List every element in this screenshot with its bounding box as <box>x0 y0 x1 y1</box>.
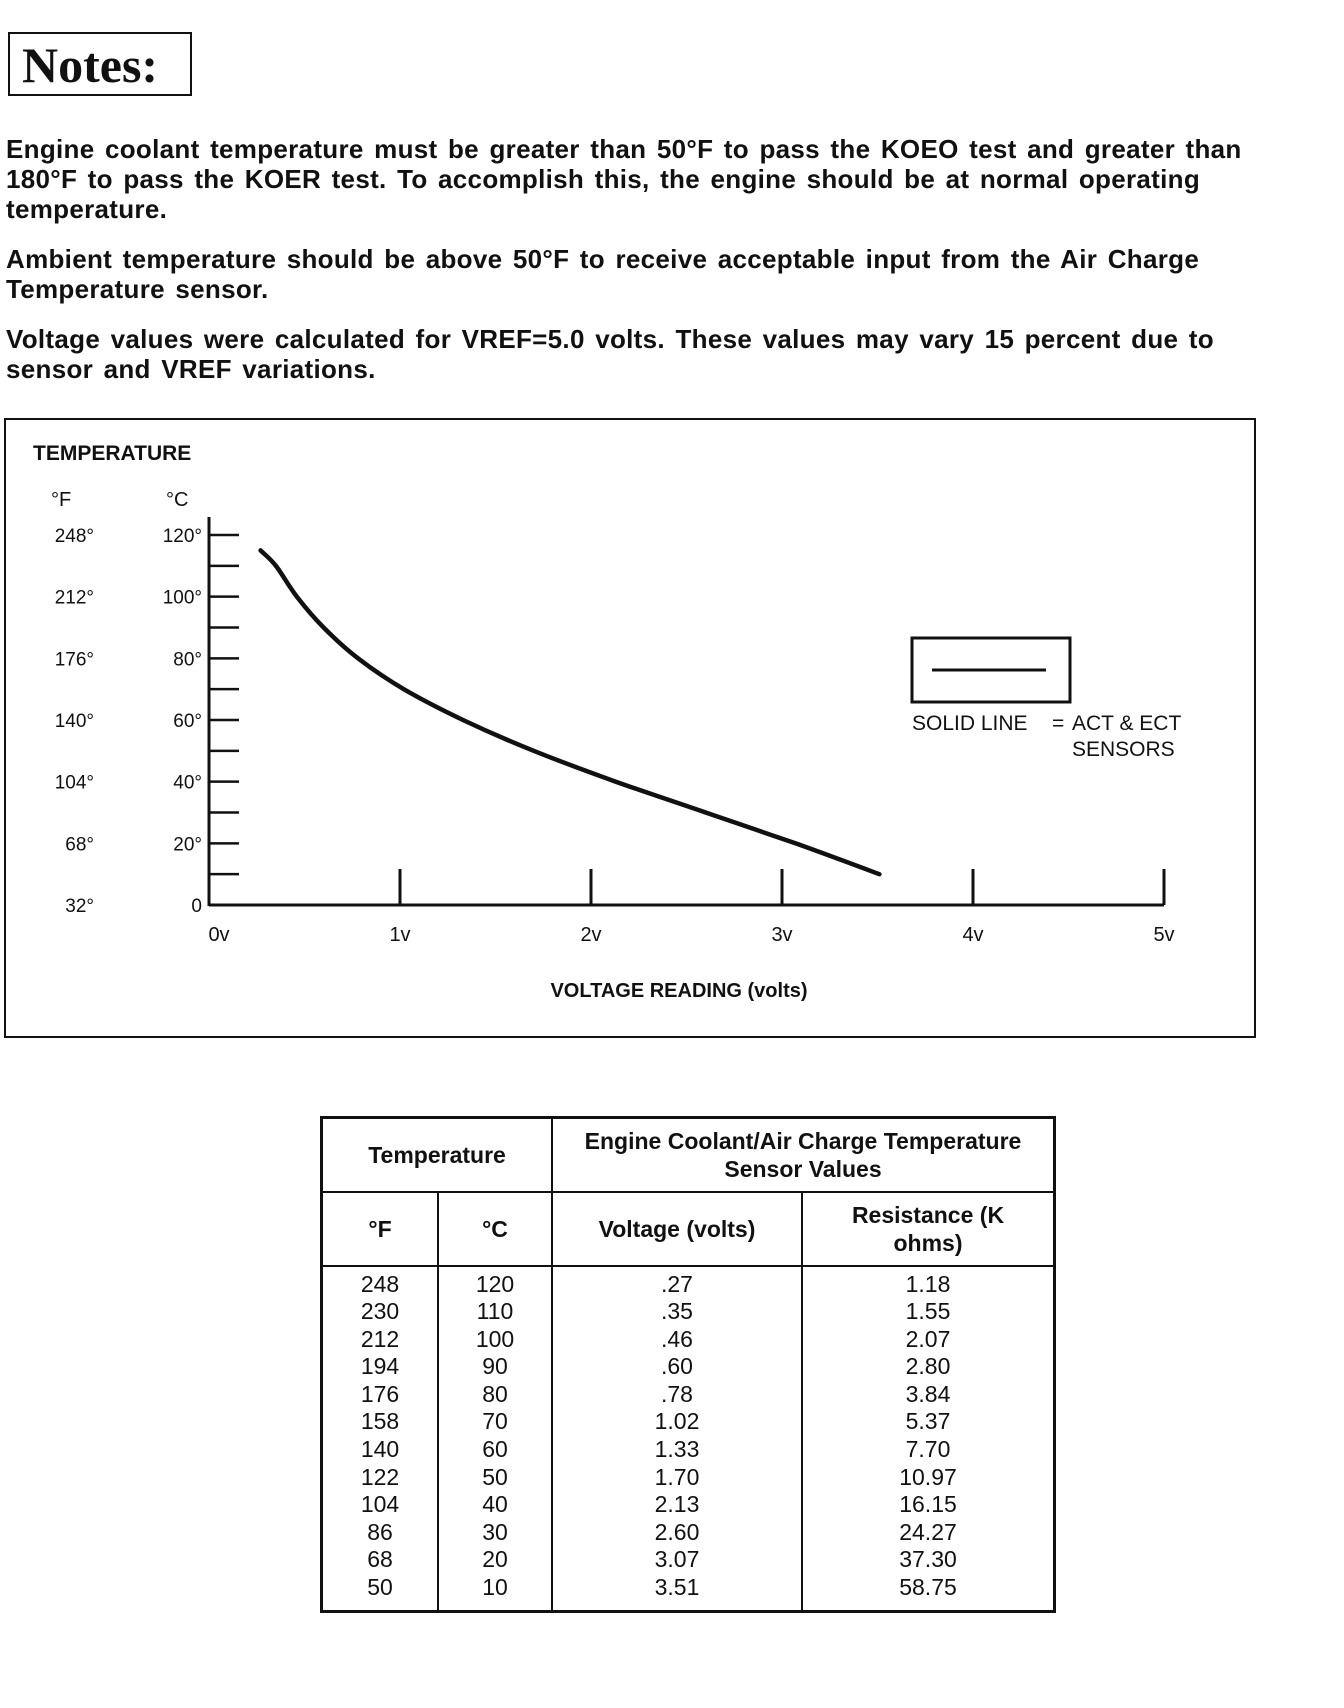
cell-fahrenheit: 158 <box>322 1408 439 1436</box>
y-tick-label-c: 120° <box>162 526 202 547</box>
table-col-celsius: °C <box>438 1192 552 1266</box>
x-tick-label: 4v <box>962 924 984 946</box>
cell-celsius: 110 <box>438 1298 552 1326</box>
chart-svg <box>6 420 1258 1040</box>
cell-celsius: 90 <box>438 1353 552 1381</box>
cell-celsius: 70 <box>438 1408 552 1436</box>
cell-voltage: .35 <box>552 1298 802 1326</box>
cell-celsius: 60 <box>438 1436 552 1464</box>
y-ticks-fahrenheit <box>55 526 94 917</box>
cell-fahrenheit: 140 <box>322 1436 439 1464</box>
cell-fahrenheit: 248 <box>322 1266 439 1299</box>
cell-celsius: 100 <box>438 1326 552 1354</box>
cell-resistance: 3.84 <box>802 1381 1055 1409</box>
y-tick-label-c: 80° <box>173 649 202 671</box>
x-axis-label: VOLTAGE READING (volts) <box>550 980 808 1002</box>
y-axis-label-c: °C <box>166 489 189 511</box>
legend-label: SOLID LINE <box>912 712 1028 735</box>
table-col-fahrenheit: °F <box>322 1192 439 1266</box>
note-paragraph-coolant: Engine coolant temperature must be greater than 50°F to pass the KOEO test and greater than 180°F to pass the KOER test. To accomplish this, the engine should be at normal operating temperature. <box>6 134 1242 224</box>
legend-equals: = <box>1052 712 1065 735</box>
x-tick-label: 2v <box>580 924 602 946</box>
cell-voltage: .78 <box>552 1381 802 1409</box>
cell-resistance: 7.70 <box>802 1436 1055 1464</box>
table-col-resistance: Resistance (K ohms) <box>802 1192 1055 1266</box>
x-tick-label: 0v <box>208 924 230 946</box>
cell-celsius: 40 <box>438 1491 552 1519</box>
cell-voltage: 3.07 <box>552 1546 802 1574</box>
cell-celsius: 10 <box>438 1574 552 1611</box>
y-tick-label-f: 212° <box>54 587 94 609</box>
legend-line2: SENSORS <box>1072 738 1175 761</box>
y-tick-label-f: 140° <box>54 711 94 732</box>
note-paragraph-ambient: Ambient temperature should be above 50°F to receive acceptable input from the Air Charge Temperature sensor. <box>6 244 1200 304</box>
cell-celsius: 50 <box>438 1464 552 1492</box>
table-row <box>322 1353 1055 1381</box>
series-line-act-ect <box>261 550 880 874</box>
note-paragraph-voltage: Voltage values were calculated for VREF=5.0 volts. These values may vary 15 percent due to sensor and VREF variations. <box>6 324 1214 384</box>
y-tick-label-f: 176° <box>54 649 94 671</box>
y-tick-label-c: 100° <box>162 587 202 609</box>
cell-fahrenheit: 122 <box>322 1464 439 1492</box>
y-ticks-celsius <box>163 526 202 917</box>
cell-resistance: 37.30 <box>802 1546 1055 1574</box>
cell-resistance: 2.80 <box>802 1353 1055 1381</box>
cell-resistance: 1.55 <box>802 1298 1055 1326</box>
table-row <box>322 1519 1055 1547</box>
cell-voltage: 2.60 <box>552 1519 802 1547</box>
cell-celsius: 120 <box>438 1266 552 1299</box>
table-row <box>322 1326 1055 1354</box>
x-tick-label: 1v <box>389 924 411 946</box>
legend-line1: ACT & ECT <box>1072 712 1182 735</box>
notes-title: Notes: <box>22 37 159 93</box>
table-row <box>322 1491 1055 1519</box>
cell-celsius: 80 <box>438 1381 552 1409</box>
cell-resistance: 10.97 <box>802 1464 1055 1492</box>
table-row <box>322 1436 1055 1464</box>
cell-celsius: 20 <box>438 1546 552 1574</box>
cell-resistance: 16.15 <box>802 1491 1055 1519</box>
temperature-voltage-chart <box>4 418 1256 1038</box>
table-row <box>322 1408 1055 1436</box>
cell-voltage: 1.70 <box>552 1464 802 1492</box>
cell-voltage: .60 <box>552 1353 802 1381</box>
cell-fahrenheit: 194 <box>322 1353 439 1381</box>
table-col-voltage: Voltage (volts) <box>552 1192 802 1266</box>
cell-voltage: .46 <box>552 1326 802 1354</box>
cell-fahrenheit: 68 <box>322 1546 439 1574</box>
table-row <box>322 1546 1055 1574</box>
cell-fahrenheit: 212 <box>322 1326 439 1354</box>
cell-fahrenheit: 176 <box>322 1381 439 1409</box>
cell-voltage: 1.33 <box>552 1436 802 1464</box>
table-header-sensor-values: Engine Coolant/Air Charge Temperature Sensor Values <box>552 1118 1055 1192</box>
chart-legend <box>912 638 1181 761</box>
cell-fahrenheit: 230 <box>322 1298 439 1326</box>
chart-title: TEMPERATURE <box>33 442 192 465</box>
cell-celsius: 30 <box>438 1519 552 1547</box>
table-row <box>322 1266 1055 1299</box>
cell-resistance: 24.27 <box>802 1519 1055 1547</box>
y-tick-label-f: 248° <box>54 526 94 547</box>
notes-heading-box <box>8 32 192 96</box>
y-tick-label-f: 104° <box>54 772 94 794</box>
y-tick-label-c: 0 <box>191 896 202 917</box>
cell-resistance: 58.75 <box>802 1574 1055 1611</box>
table-row <box>322 1298 1055 1326</box>
y-tick-label-f: 32° <box>65 896 94 917</box>
cell-resistance: 1.18 <box>802 1266 1055 1299</box>
cell-voltage: 1.02 <box>552 1408 802 1436</box>
y-tick-label-c: 40° <box>173 772 202 794</box>
cell-voltage: 3.51 <box>552 1574 802 1611</box>
cell-voltage: .27 <box>552 1266 802 1299</box>
cell-resistance: 5.37 <box>802 1408 1055 1436</box>
y-axis-label-f: °F <box>51 489 72 511</box>
table-body <box>322 1266 1055 1612</box>
cell-fahrenheit: 104 <box>322 1491 439 1519</box>
cell-fahrenheit: 86 <box>322 1519 439 1547</box>
table-row <box>322 1381 1055 1409</box>
cell-resistance: 2.07 <box>802 1326 1055 1354</box>
table-header-temperature: Temperature <box>322 1118 553 1192</box>
x-ticks <box>208 869 1174 946</box>
table-row <box>322 1464 1055 1492</box>
sensor-values-table <box>320 1116 1056 1613</box>
y-tick-label-f: 68° <box>65 834 94 856</box>
table-row <box>322 1574 1055 1611</box>
y-tick-label-c: 60° <box>173 711 202 732</box>
x-tick-label: 3v <box>771 924 793 946</box>
cell-voltage: 2.13 <box>552 1491 802 1519</box>
x-tick-label: 5v <box>1153 924 1175 946</box>
cell-fahrenheit: 50 <box>322 1574 439 1611</box>
y-tick-label-c: 20° <box>173 834 202 856</box>
